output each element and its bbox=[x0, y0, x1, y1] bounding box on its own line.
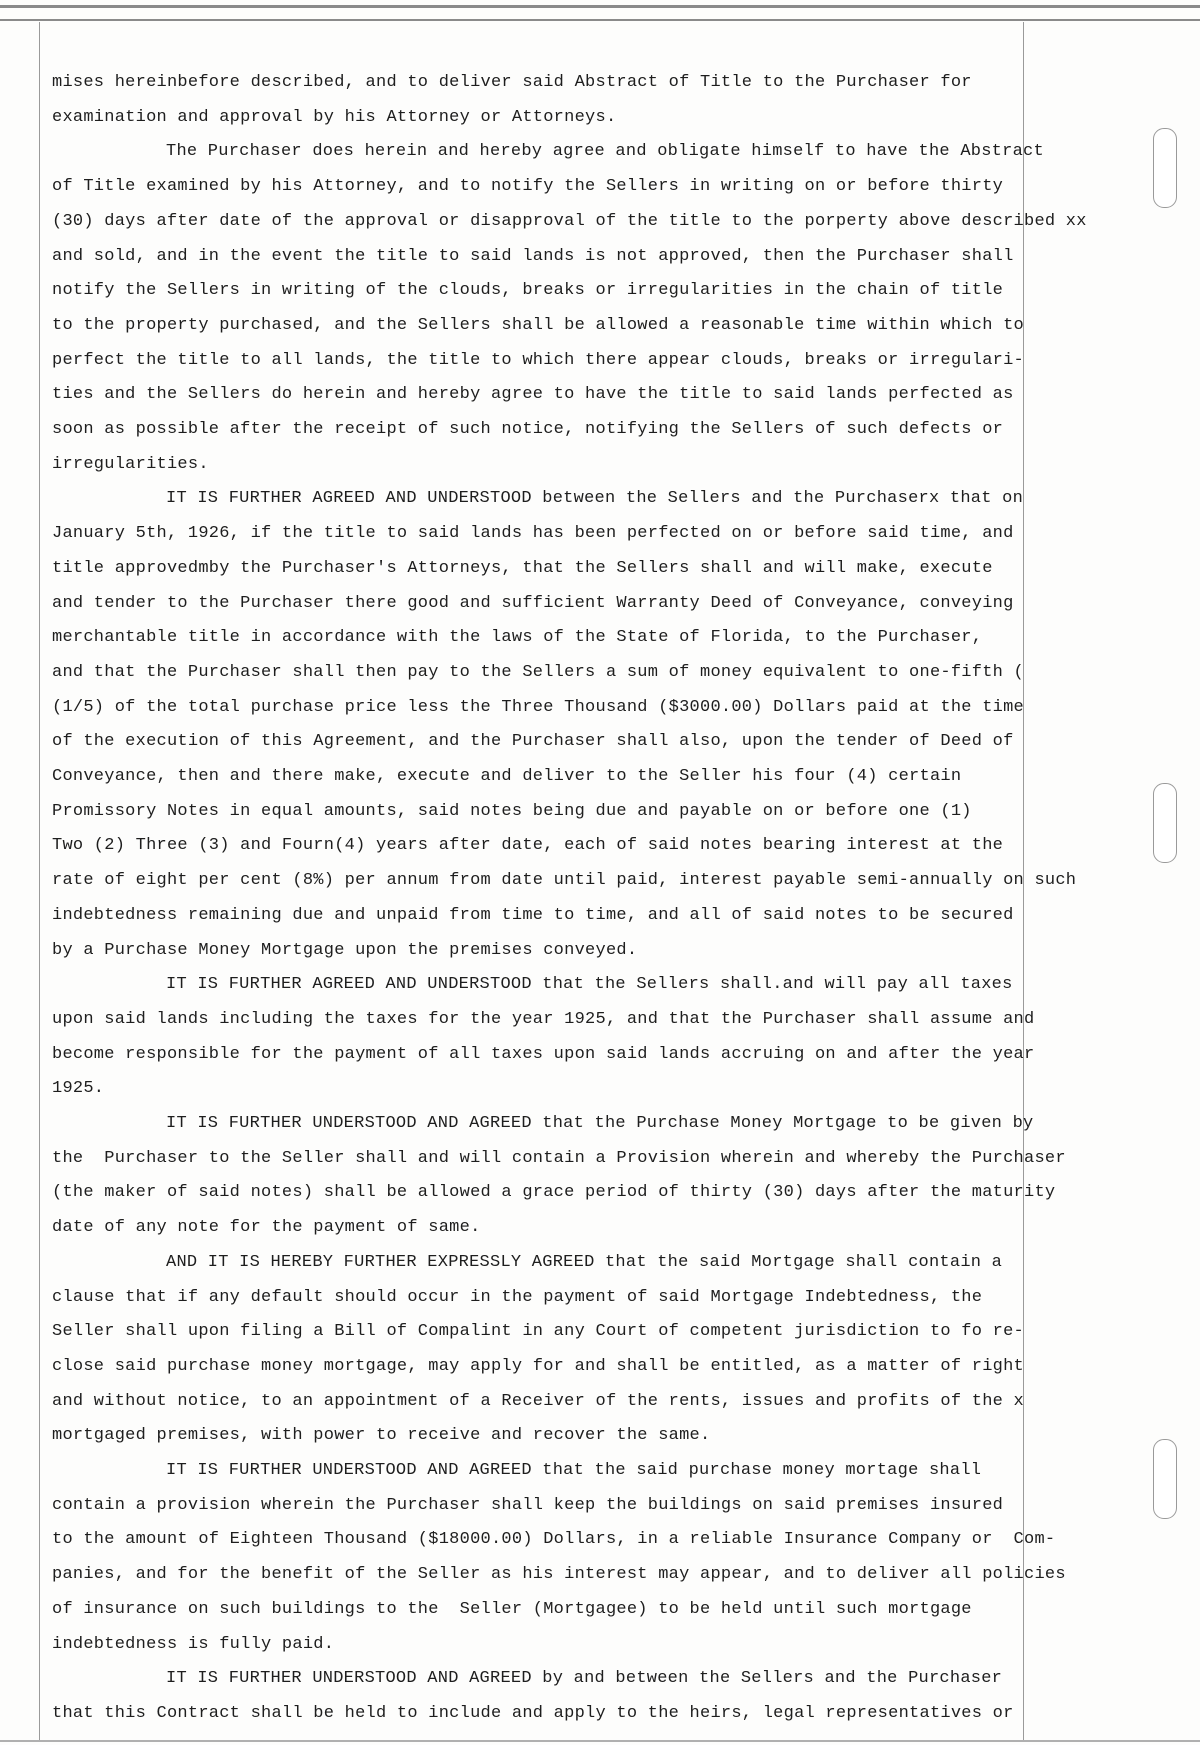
punch-hole bbox=[1153, 783, 1177, 863]
text-line: Seller shall upon filing a Bill of Compalint in any Court of competent jurisdiction to fo re- bbox=[52, 1322, 1025, 1342]
text-line: and tender to the Purchaser there good and sufficient Warranty Deed of Conveyance, conveying bbox=[52, 593, 1014, 613]
text-line: and without notice, to an appointment of a Receiver of the rents, issues and profits of the x bbox=[52, 1391, 1025, 1411]
text-line: panies, and for the benefit of the Seller as his interest may appear, and to deliver all policies bbox=[52, 1565, 1066, 1585]
top-rule bbox=[0, 5, 1200, 8]
text-line: the Purchaser to the Seller shall and will contain a Provision wherein and whereby the Purchaser bbox=[52, 1148, 1066, 1168]
text-line: mortgaged premises, with power to receive and recover the same. bbox=[52, 1426, 711, 1446]
text-line: rate of eight per cent (8%) per annum from date until paid, interest payable semi-annually on such bbox=[52, 871, 1077, 891]
text-line: Promissory Notes in equal amounts, said notes being due and payable on or before one (1) bbox=[52, 801, 972, 821]
text-line: ties and the Sellers do herein and hereby agree to have the title to said lands perfected as bbox=[52, 385, 1014, 405]
text-line: to the property purchased, and the Sellers shall be allowed a reasonable time within which to bbox=[52, 315, 1025, 335]
left-margin-line bbox=[39, 22, 40, 1742]
text-line: soon as possible after the receipt of such notice, notifying the Sellers of such defects or bbox=[52, 420, 1004, 439]
text-line: Two (2) Three (3) and Fourn(4) years after date, each of said notes bearing interest at the bbox=[52, 836, 1004, 856]
top-rule-second bbox=[0, 19, 1200, 21]
text-line: of insurance on such buildings to the Seller (Mortgagee) to be held until such mortgage bbox=[52, 1599, 972, 1619]
text-line: irregularities. bbox=[52, 454, 209, 474]
bottom-edge bbox=[0, 1740, 1200, 1742]
text-line: merchantable title in accordance with the laws of the State of Florida, to the Purchaser, bbox=[52, 628, 983, 648]
punch-hole bbox=[1153, 1439, 1177, 1519]
text-line: title approvedmby the Purchaser's Attorneys, that the Sellers shall and will make, execute bbox=[52, 558, 993, 578]
text-line: to the amount of Eighteen Thousand ($18000.00) Dollars, in a reliable Insurance Company or Com- bbox=[52, 1530, 1056, 1550]
text-line: notify the Sellers in writing of the clouds, breaks or irregularities in the chain of title bbox=[52, 281, 1004, 301]
text-line: IT IS FURTHER AGREED AND UNDERSTOOD that the Sellers shall.and will pay all taxes bbox=[166, 975, 1013, 995]
text-line: Conveyance, then and there make, execute and deliver to the Seller his four (4) certain bbox=[52, 767, 962, 786]
text-line: date of any note for the payment of same. bbox=[52, 1218, 481, 1238]
text-line: AND IT IS HEREBY FURTHER EXPRESSLY AGREED that the said Mortgage shall contain a bbox=[166, 1252, 1003, 1272]
text-line: contain a provision wherein the Purchaser shall keep the buildings on said premises insured bbox=[52, 1495, 1004, 1515]
punch-hole bbox=[1153, 128, 1177, 208]
text-line: (30) days after date of the approval or disapproval of the title to the porperty above described xx bbox=[52, 211, 1087, 231]
text-line: and that the Purchaser shall then pay to the Sellers a sum of money equivalent to one-fifth ( bbox=[52, 662, 1025, 682]
text-line: IT IS FURTHER UNDERSTOOD AND AGREED by and between the Sellers and the Purchaser bbox=[166, 1669, 1003, 1689]
text-line: and sold, and in the event the title to said lands is not approved, then the Purchaser shall bbox=[52, 246, 1014, 266]
text-line: perfect the title to all lands, the title to which there appear clouds, breaks or irregulari- bbox=[52, 350, 1025, 370]
text-line: of Title examined by his Attorney, and to notify the Sellers in writing on or before thirty bbox=[52, 177, 1004, 197]
text-line: clause that if any default should occur in the payment of said Mortgage Indebtedness, the bbox=[52, 1287, 983, 1307]
text-line: January 5th, 1926, if the title to said lands has been perfected on or before said time, and bbox=[52, 524, 1014, 544]
text-line: indebtedness is fully paid. bbox=[52, 1634, 335, 1654]
text-line: examination and approval by his Attorney or Attorneys. bbox=[52, 107, 617, 127]
text-line: become responsible for the payment of all taxes upon said lands accruing on and after the year bbox=[52, 1044, 1035, 1064]
text-line: indebtedness remaining due and unpaid from time to time, and all of said notes to be secured bbox=[52, 905, 1014, 925]
text-line: of the execution of this Agreement, and the Purchaser shall also, upon the tender of Deed of bbox=[52, 732, 1014, 752]
text-line: (1/5) of the total purchase price less the Three Thousand ($3000.00) Dollars paid at the time bbox=[52, 697, 1025, 717]
text-line: IT IS FURTHER UNDERSTOOD AND AGREED that the Purchase Money Mortgage to be given by bbox=[166, 1114, 1034, 1133]
text-line: IT IS FURTHER AGREED AND UNDERSTOOD between the Sellers and the Purchaserx that on bbox=[166, 489, 1024, 509]
text-line: IT IS FURTHER UNDERSTOOD AND AGREED that the said purchase money mortage shall bbox=[166, 1461, 982, 1480]
text-line: upon said lands including the taxes for the year 1925, and that the Purchaser shall assume and bbox=[52, 1009, 1035, 1029]
text-line: 1925. bbox=[52, 1079, 105, 1099]
text-line: mises hereinbefore described, and to deliver said Abstract of Title to the Purchaser for bbox=[52, 73, 972, 92]
text-line: by a Purchase Money Mortgage upon the premises conveyed. bbox=[52, 940, 638, 960]
text-line: that this Contract shall be held to include and apply to the heirs, legal representatives or bbox=[52, 1703, 1014, 1723]
text-line: (the maker of said notes) shall be allowed a grace period of thirty (30) days after the maturity bbox=[52, 1183, 1056, 1203]
text-line: close said purchase money mortgage, may apply for and shall be entitled, as a matter of right bbox=[52, 1356, 1025, 1376]
text-line: The Purchaser does herein and hereby agree and obligate himself to have the Abstract bbox=[166, 142, 1044, 162]
